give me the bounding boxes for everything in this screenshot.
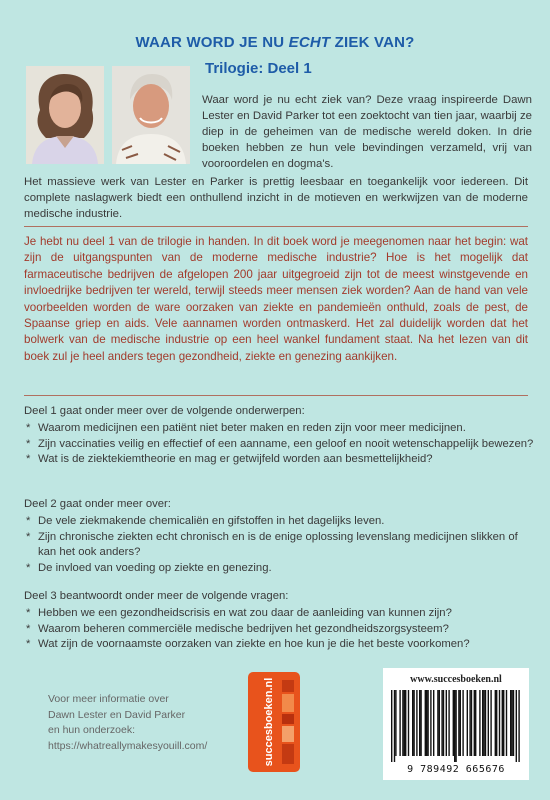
barcode-bar bbox=[506, 690, 507, 756]
barcode-bar bbox=[453, 690, 454, 756]
barcode-bar bbox=[416, 690, 417, 756]
barcode-bar bbox=[518, 690, 519, 762]
info-line: Voor meer informatie over bbox=[48, 693, 169, 705]
barcode-bar bbox=[513, 690, 514, 756]
barcode-bar bbox=[391, 690, 392, 762]
barcode-bar bbox=[469, 690, 470, 756]
barcode-panel bbox=[383, 668, 529, 780]
barcode-bar bbox=[405, 690, 406, 756]
barcode-bar bbox=[475, 690, 476, 756]
barcode-bar bbox=[448, 690, 449, 756]
list-item bbox=[24, 437, 534, 453]
list-item bbox=[24, 606, 534, 622]
barcode-bar bbox=[460, 690, 461, 756]
deel3-section bbox=[24, 589, 534, 653]
barcode-bar bbox=[458, 690, 459, 756]
list-item bbox=[24, 452, 534, 468]
deel3-heading: Deel 3 beantwoordt onder meer de volgende vragen: bbox=[24, 590, 289, 602]
list-item-text: De vele ziekmakende chemicaliën en gifstoffen in het dagelijks leven. bbox=[38, 514, 385, 527]
divider bbox=[24, 226, 528, 227]
barcode-bar bbox=[454, 690, 455, 762]
barcode-bar bbox=[488, 690, 489, 756]
list-item bbox=[24, 421, 534, 437]
intro-paragraph-2: Het massieve werk van Lester en Parker is prettig leesbaar en toegankelijk voor iedereen. Dit complete naslagwerk biedt een onthullend inzicht in de motieven en werkwijzen van de moderne medische industrie. bbox=[24, 176, 528, 220]
barcode-bar bbox=[496, 690, 497, 756]
isbn-number: 9 789492 665676 bbox=[407, 764, 505, 775]
barcode-bar bbox=[462, 690, 463, 756]
list-item-text: De invloed van voeding op ziekte en genezing. bbox=[38, 562, 272, 575]
barcode-bar bbox=[441, 690, 442, 756]
info-line: en hun onderzoek: bbox=[48, 724, 135, 736]
info-line: Dawn Lester en David Parker bbox=[48, 708, 186, 721]
barcode-bar bbox=[419, 690, 420, 756]
barcode-bar bbox=[395, 690, 396, 756]
barcode-bar bbox=[495, 690, 496, 756]
title-part: WAAR WORD JE NU bbox=[135, 34, 289, 51]
barcode-bar bbox=[502, 690, 503, 756]
barcode-bar bbox=[413, 690, 414, 756]
barcode-bar bbox=[433, 690, 434, 756]
barcode-bar bbox=[439, 690, 440, 756]
barcode-bar bbox=[474, 690, 475, 756]
barcode-bar bbox=[430, 690, 431, 756]
more-info-block bbox=[48, 692, 238, 754]
barcode-bar bbox=[437, 690, 438, 756]
deel1-section bbox=[24, 404, 534, 468]
list-item-text: Wat is de ziektekiemtheorie en mag er getwijfeld worden aan besmettelijkheid? bbox=[38, 453, 433, 466]
title-emphasis: ECHT bbox=[288, 34, 331, 51]
barcode-bar bbox=[485, 690, 486, 756]
bullet: * bbox=[26, 606, 31, 619]
list-item-text: Zijn chronische ziekten echt chronisch en is de enige oplossing levenslang medicijnen slikken of kan het ook anders? bbox=[38, 530, 518, 559]
summary-paragraph: Je hebt nu deel 1 van de trilogie in handen. In dit boek word je meegenomen naar het begin: wat zijn de uitgangspunten van de moderne medische industrie? Hoe is het mogelijk dat farmaceutische bedrijven de afgelopen 200 jaar uitgegroeid zijn tot de meest winstgevende en invloedrijke bedrijven ter wereld, terwijl steeds meer mensen ziek worden? Aan de hand van vele voorbeelden worden de ware oorzaken van ziekte en pandemieën onthuld, zoals de pest, de Spaanse griep en aids. Vele aannamen worden ontmaskerd. Het zal duidelijk worden dat het bolwerk van de medische industrie op een heel wankel fundament staat. Na het lezen van dit boek zul je heel anders tegen gezondheid, ziekte en genezing aankijken. bbox=[24, 235, 528, 363]
barcode-bar bbox=[479, 690, 480, 756]
barcode-bar bbox=[483, 690, 484, 756]
list-item bbox=[24, 637, 534, 653]
bullet: * bbox=[26, 638, 31, 651]
bullet: * bbox=[26, 453, 31, 466]
bullet: * bbox=[26, 437, 31, 450]
barcode-bar bbox=[402, 690, 403, 756]
list-item-text: Waarom medicijnen een patiënt niet beter maken en reden zijn voor meer medicijnen. bbox=[38, 421, 466, 434]
barcode-bar bbox=[427, 690, 428, 756]
list-item bbox=[24, 622, 534, 638]
intro-paragraph: Waar word je nu echt ziek van? Deze vraag inspireerde Dawn Lester en David Parker tot een zoektocht van tien jaar, waarbij ze diep in de geheimen van de medische wereld doken. In drie boeken hebben ze hun vele bevindingen verzameld, vrij van vooroordelen en dogma's. bbox=[202, 94, 532, 170]
bullet: * bbox=[26, 421, 31, 434]
barcode-bar bbox=[420, 690, 421, 756]
website-link[interactable]: https://whatreallymakesyouill.com/ bbox=[48, 739, 208, 752]
barcode-bar bbox=[482, 690, 483, 756]
barcode-bar bbox=[510, 690, 511, 756]
barcode-bar bbox=[467, 690, 468, 756]
bullet: * bbox=[26, 514, 31, 527]
barcode-graphic bbox=[389, 690, 523, 762]
barcode-bar bbox=[503, 690, 504, 756]
barcode-bar bbox=[408, 690, 409, 756]
barcode-url: www.succesboeken.nl bbox=[410, 674, 502, 685]
barcode-bar bbox=[399, 690, 400, 756]
barcode-bar bbox=[412, 690, 413, 756]
bullet: * bbox=[26, 530, 31, 543]
deel2-section bbox=[24, 497, 534, 577]
barcode-bar bbox=[446, 690, 447, 756]
divider bbox=[24, 395, 528, 396]
bullet: * bbox=[26, 562, 31, 575]
cover-title bbox=[0, 34, 550, 51]
list-item bbox=[24, 561, 534, 577]
cover-subtitle: Trilogie: Deel 1 bbox=[205, 60, 312, 77]
list-item-text: Waarom beheren commerciële medische bedrijven het gezondheidszorgsysteem? bbox=[38, 622, 449, 635]
barcode-bar bbox=[404, 690, 405, 756]
list-item bbox=[24, 530, 534, 562]
bullet: * bbox=[26, 622, 31, 635]
list-item-text: Hebben we een gezondheidscrisis en wat zou daar de aanleiding van kunnen zijn? bbox=[38, 606, 452, 619]
barcode-bar bbox=[455, 690, 456, 762]
barcode-bar bbox=[516, 690, 517, 762]
barcode-bar bbox=[499, 690, 500, 756]
list-item-text: Wat zijn de voornaamste oorzaken van ziekte en hoe kun je die het beste voorkomen? bbox=[38, 638, 470, 651]
barcode-bar bbox=[490, 690, 491, 756]
deel1-heading: Deel 1 gaat onder meer over de volgende onderwerpen: bbox=[24, 405, 305, 417]
author-photo-david-parker bbox=[112, 66, 190, 164]
list-item-text: Zijn vaccinaties veilig en effectief of een aanname, een geloof en nooit wetenschappelijk bewezen? bbox=[38, 437, 534, 450]
publisher-logo bbox=[248, 672, 300, 772]
list-item bbox=[24, 514, 534, 530]
barcode-bar bbox=[425, 690, 426, 756]
barcode-bar bbox=[511, 690, 512, 756]
author-photo-dawn-lester bbox=[26, 66, 104, 164]
publisher-logo-text: succesboeken.nl bbox=[263, 677, 275, 767]
barcode-bar bbox=[443, 690, 444, 756]
title-part: ZIEK VAN? bbox=[330, 34, 415, 51]
deel2-heading: Deel 2 gaat onder meer over: bbox=[24, 498, 171, 510]
barcode-bar bbox=[394, 690, 395, 762]
barcode-bar bbox=[471, 690, 472, 756]
barcode-bar bbox=[426, 690, 427, 756]
